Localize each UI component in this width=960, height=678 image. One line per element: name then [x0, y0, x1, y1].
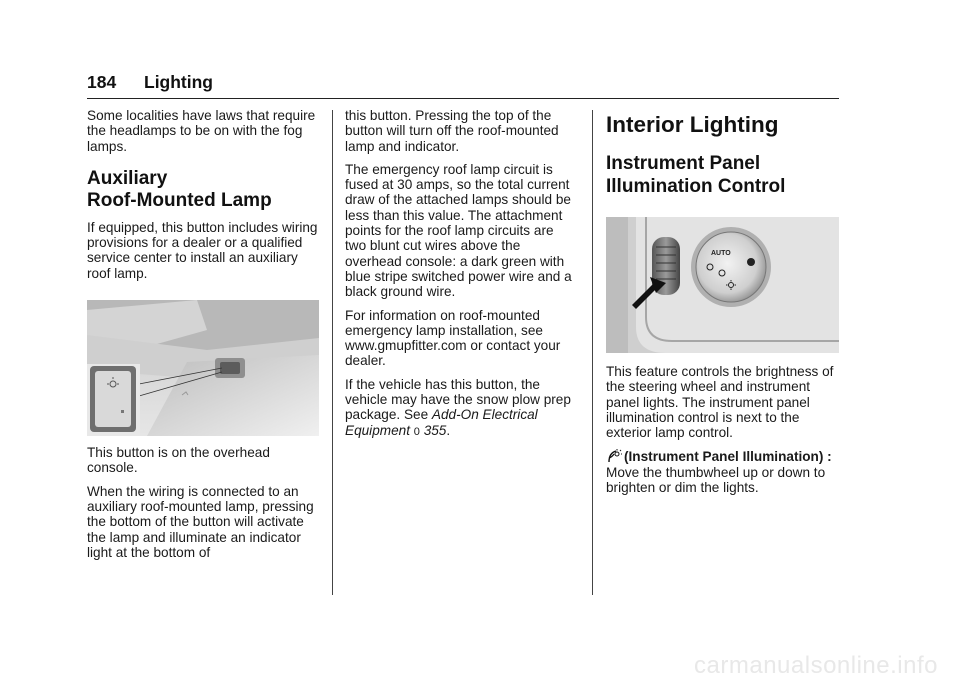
installation-paragraph: For information on roof-mounted emergency lamp installation, see www.gmupfitter.com or contact your dealer. [345, 307, 561, 369]
wiring-paragraph: When the wiring is connected to an auxiliary roof-mounted lamp, pressing the bottom of the button will activate the lamp and illuminate an indicator light at the bottom of [87, 483, 314, 560]
column-3 [606, 108, 839, 503]
snow-plow-paragraph: If the vehicle has this button, the vehicle may have the snow plow prep package. See Add-On Electrical Equipment 0 355. [345, 376, 571, 438]
column-divider-1 [332, 110, 333, 595]
column-1 [87, 108, 320, 568]
overhead-console-figure [87, 300, 319, 436]
column-divider-2 [592, 110, 593, 595]
interior-lighting-title: Interior Lighting [606, 112, 779, 137]
header-rule [87, 98, 839, 99]
column-2 [345, 108, 578, 448]
control-description: (Instrument Panel Illumination) : Move the thumbwheel up or down to brighten or dim the lights. [606, 449, 832, 496]
add-on-electrical-link[interactable]: Add-On Electrical Equipment [345, 407, 538, 438]
instrument-panel-heading: Instrument Panel Illumination Control [606, 153, 786, 197]
page-number: 184 [87, 72, 117, 92]
page-header [87, 72, 839, 100]
section-title: Lighting [144, 72, 214, 92]
aux-lamp-description: If equipped, this button includes wiring provisions for a dealer or a qualified service center to install an auxiliary roof lamp. [87, 219, 318, 281]
illumination-control-illustration [606, 217, 839, 353]
button-off-paragraph: this button. Pressing the top of the button will turn off the roof-mounted lamp and indicator. [345, 108, 559, 154]
control-label: (Instrument Panel Illumination) : [624, 449, 832, 465]
panel-dimmer-icon [606, 448, 622, 464]
overhead-console-illustration [87, 300, 319, 436]
aux-roof-lamp-heading: Auxiliary Roof-Mounted Lamp [87, 167, 272, 211]
watermark: carmanualsonline.info [694, 652, 938, 678]
fuse-paragraph: The emergency roof lamp circuit is fused at 30 amps, so the total current draw of the attached lamps should be less than this value. The attachment points for the roof lamp circuits are two blunt cut wires above the overhead console: a dark green with blue stripe switched power wire and a black ground wire. [345, 161, 572, 300]
page-ref-icon: 0 [413, 425, 420, 438]
page-ref-number[interactable]: 355 [423, 422, 447, 438]
auto-label: AUTO [711, 250, 731, 257]
feature-description: This feature controls the brightness of the steering wheel and instrument panel lights. The instrument panel illumination control is next to the exterior lamp control. [606, 364, 834, 441]
intro-paragraph: Some localities have laws that require the headlamps to be on with the fog lamps. [87, 108, 316, 154]
figure-caption: This button is on the overhead console. [87, 445, 270, 476]
illumination-control-figure [606, 217, 839, 353]
